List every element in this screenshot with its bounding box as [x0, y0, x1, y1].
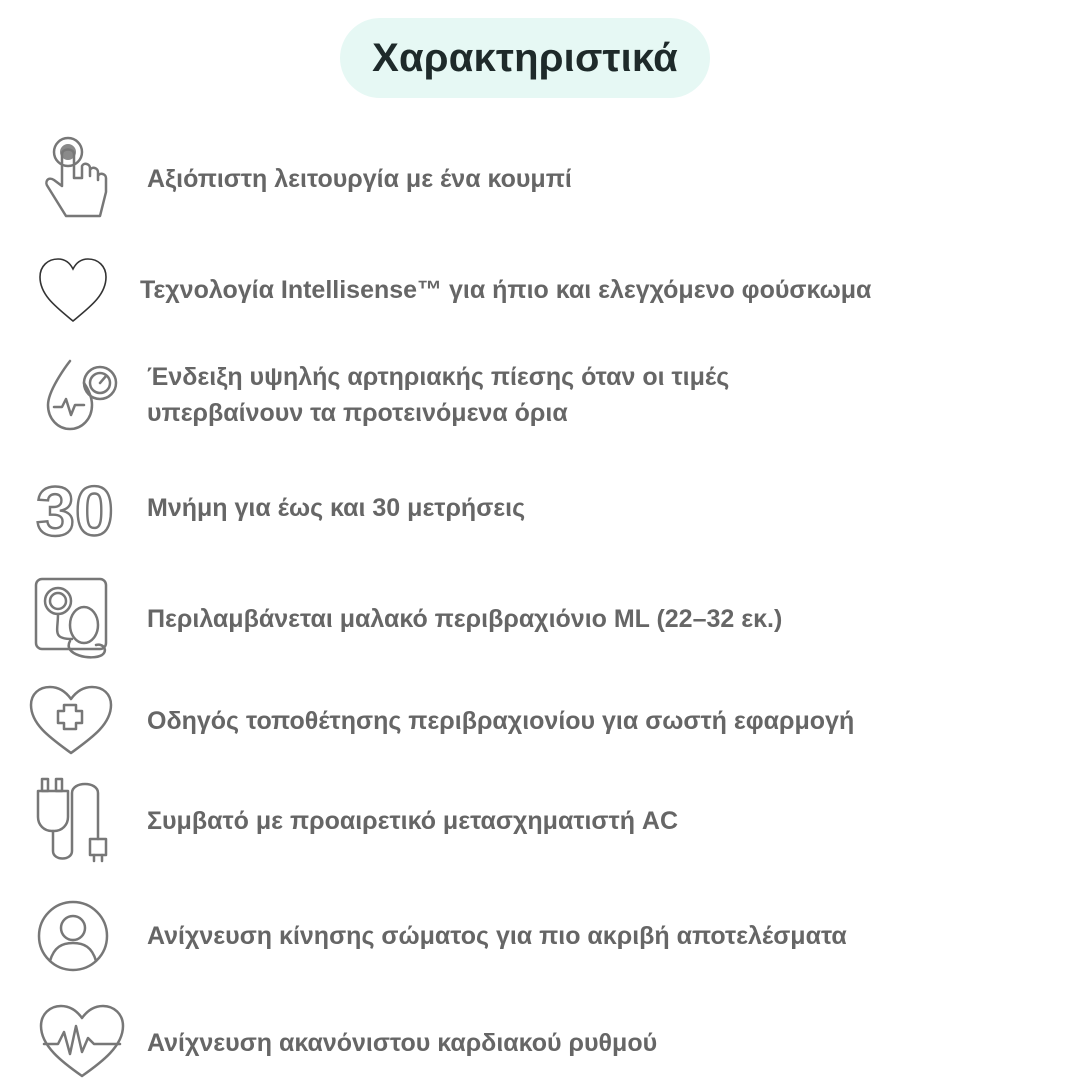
- heart-outline-icon: [38, 257, 108, 323]
- feature-label-irregular-heartbeat: Ανίχνευση ακανόνιστου καρδιακού ρυθμού: [147, 1029, 658, 1057]
- page-title: Χαρακτηριστικά: [372, 35, 678, 80]
- feature-label-cuff: Περιλαμβάνεται μαλακό περιβραχιόνιο ML (22–32 εκ.): [147, 605, 783, 633]
- feature-label-cuff-guide: Οδηγός τοποθέτησης περιβραχιονίου για σωστή εφαρμογή: [147, 707, 855, 735]
- feature-label-high-bp-line1: Ένδειξη υψηλής αρτηριακής πίεσης όταν οι τιμές: [147, 363, 730, 391]
- feature-item-irregular-heartbeat: [0, 1000, 1080, 1080]
- feature-item-intellisense: [0, 255, 1080, 330]
- finger-press-icon: [42, 134, 112, 222]
- feature-item-cuff: [0, 575, 1080, 670]
- feature-item-memory: [0, 472, 1080, 550]
- cuff-gauge-icon: [32, 575, 114, 667]
- number-30-icon: [34, 472, 120, 550]
- feature-item-body-movement: [0, 895, 1080, 975]
- feature-label-one-button: Αξιόπιστη λειτουργία με ένα κουμπί: [147, 165, 572, 193]
- feature-label-ac-adapter: Συμβατό με προαιρετικό μετασχηματιστή AC: [147, 807, 679, 835]
- blood-pressure-drop-icon: [44, 359, 120, 433]
- number-30-icon-text: 30: [36, 472, 114, 550]
- feature-label-intellisense: Τεχνολογία Intellisense™ για ήπιο και ελεγχόμενο φούσκωμα: [140, 276, 872, 304]
- feature-label-memory: Μνήμη για έως και 30 μετρήσεις: [147, 494, 526, 522]
- heart-pulse-icon: [38, 1002, 126, 1078]
- feature-label-high-bp-line2: υπερβαίνουν τα προτεινόμενα όρια: [147, 399, 568, 427]
- feature-item-cuff-guide: [0, 685, 1080, 760]
- feature-item-ac-adapter: [0, 775, 1080, 865]
- feature-label-body-movement: Ανίχνευση κίνησης σώματος για πιο ακριβή αποτελέσματα: [147, 922, 847, 950]
- user-circle-icon: [36, 899, 110, 973]
- heart-medical-cross-icon: [28, 685, 114, 755]
- ac-adapter-plug-icon: [36, 777, 116, 863]
- feature-item-high-bp: [0, 355, 1080, 435]
- title-pill: [340, 18, 710, 98]
- feature-item-one-button: [0, 130, 1080, 225]
